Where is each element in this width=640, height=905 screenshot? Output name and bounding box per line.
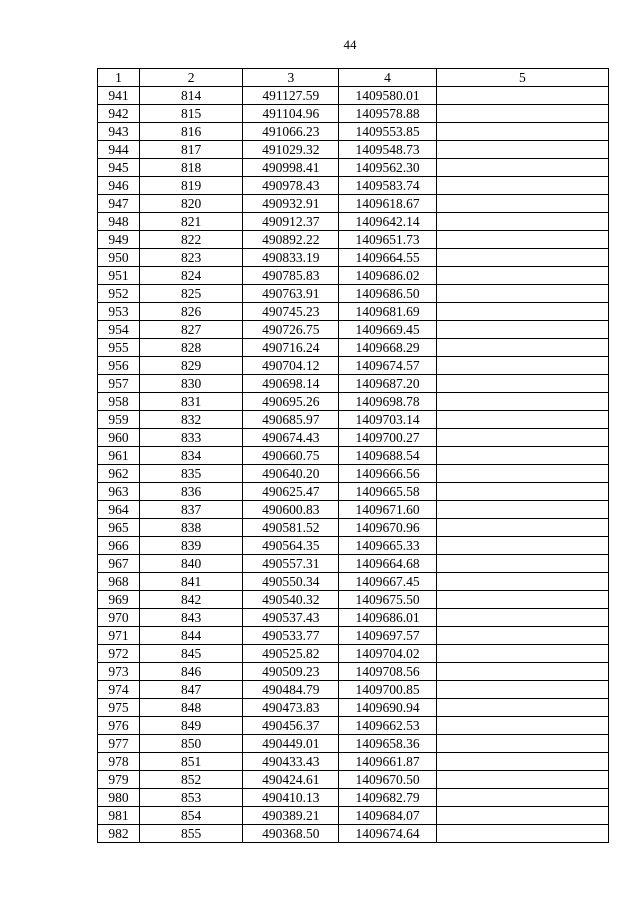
table-cell-col-5 (436, 105, 608, 123)
column-header-4: 4 (339, 69, 436, 87)
table-row (98, 807, 609, 825)
table-cell-col-1: 968 (98, 573, 140, 591)
table-cell-col-3: 490833.19 (243, 249, 339, 267)
table-row (98, 321, 609, 339)
table-cell-col-3: 490449.01 (243, 735, 339, 753)
table-cell-col-1: 981 (98, 807, 140, 825)
table-row (98, 159, 609, 177)
table-cell-col-3: 490625.47 (243, 483, 339, 501)
table-cell-col-4: 1409684.07 (339, 807, 436, 825)
table-cell-col-4: 1409690.94 (339, 699, 436, 717)
column-header-2: 2 (140, 69, 243, 87)
table-cell-col-5 (436, 267, 608, 285)
table-cell-col-3: 490640.20 (243, 465, 339, 483)
table-cell-col-1: 956 (98, 357, 140, 375)
table-cell-col-2: 816 (140, 123, 243, 141)
table-cell-col-5 (436, 123, 608, 141)
table-cell-col-1: 964 (98, 501, 140, 519)
table-cell-col-4: 1409578.88 (339, 105, 436, 123)
table-cell-col-5 (436, 213, 608, 231)
table-cell-col-5 (436, 177, 608, 195)
table-cell-col-5 (436, 231, 608, 249)
table-cell-col-2: 852 (140, 771, 243, 789)
table-cell-col-1: 942 (98, 105, 140, 123)
coordinates-table (97, 68, 609, 843)
table-cell-col-5 (436, 87, 608, 105)
table-cell-col-4: 1409703.14 (339, 411, 436, 429)
table-cell-col-3: 490484.79 (243, 681, 339, 699)
table-row (98, 339, 609, 357)
table-cell-col-1: 950 (98, 249, 140, 267)
table-row (98, 573, 609, 591)
table-cell-col-1: 953 (98, 303, 140, 321)
table-cell-col-1: 941 (98, 87, 140, 105)
table-row (98, 537, 609, 555)
table-cell-col-4: 1409700.85 (339, 681, 436, 699)
table-cell-col-4: 1409671.60 (339, 501, 436, 519)
table-cell-col-2: 821 (140, 213, 243, 231)
table-cell-col-2: 850 (140, 735, 243, 753)
table-cell-col-5 (436, 573, 608, 591)
page-number: 44 (343, 37, 357, 52)
table-cell-col-5 (436, 807, 608, 825)
table-cell-col-3: 490726.75 (243, 321, 339, 339)
table-row (98, 825, 609, 843)
table-cell-col-5 (436, 699, 608, 717)
table-cell-col-1: 971 (98, 627, 140, 645)
column-header-3: 3 (243, 69, 339, 87)
table-cell-col-4: 1409674.64 (339, 825, 436, 843)
table-cell-col-5 (436, 321, 608, 339)
table-cell-col-5 (436, 555, 608, 573)
table-cell-col-2: 841 (140, 573, 243, 591)
table-cell-col-3: 490456.37 (243, 717, 339, 735)
table-cell-col-5 (436, 357, 608, 375)
table-cell-col-2: 833 (140, 429, 243, 447)
table-cell-col-5 (436, 447, 608, 465)
table-cell-col-3: 490912.37 (243, 213, 339, 231)
table-cell-col-5 (436, 717, 608, 735)
table-cell-col-4: 1409618.67 (339, 195, 436, 213)
table-cell-col-3: 490525.82 (243, 645, 339, 663)
table-cell-col-1: 959 (98, 411, 140, 429)
table-cell-col-5 (436, 681, 608, 699)
table-row (98, 717, 609, 735)
table-cell-col-3: 490745.23 (243, 303, 339, 321)
table-cell-col-1: 962 (98, 465, 140, 483)
table-cell-col-3: 491127.59 (243, 87, 339, 105)
table-cell-col-3: 490704.12 (243, 357, 339, 375)
table-cell-col-1: 982 (98, 825, 140, 843)
table-cell-col-4: 1409708.56 (339, 663, 436, 681)
table-cell-col-1: 945 (98, 159, 140, 177)
table-cell-col-2: 838 (140, 519, 243, 537)
table-cell-col-2: 848 (140, 699, 243, 717)
table-cell-col-2: 831 (140, 393, 243, 411)
table-cell-col-4: 1409548.73 (339, 141, 436, 159)
table-cell-col-3: 491104.96 (243, 105, 339, 123)
table-cell-col-4: 1409661.87 (339, 753, 436, 771)
table-cell-col-5 (436, 303, 608, 321)
table-cell-col-4: 1409583.74 (339, 177, 436, 195)
table-cell-col-1: 944 (98, 141, 140, 159)
table-cell-col-4: 1409664.68 (339, 555, 436, 573)
table-cell-col-4: 1409670.96 (339, 519, 436, 537)
table-cell-col-2: 814 (140, 87, 243, 105)
table-cell-col-5 (436, 465, 608, 483)
table-cell-col-3: 491066.23 (243, 123, 339, 141)
table-cell-col-2: 829 (140, 357, 243, 375)
table-cell-col-2: 837 (140, 501, 243, 519)
table-cell-col-2: 835 (140, 465, 243, 483)
table-cell-col-3: 490785.83 (243, 267, 339, 285)
table-row (98, 663, 609, 681)
table-row (98, 105, 609, 123)
table-row (98, 465, 609, 483)
table-cell-col-1: 977 (98, 735, 140, 753)
table-cell-col-1: 966 (98, 537, 140, 555)
table-cell-col-5 (436, 627, 608, 645)
table-cell-col-4: 1409664.55 (339, 249, 436, 267)
table-cell-col-4: 1409704.02 (339, 645, 436, 663)
table-cell-col-4: 1409669.45 (339, 321, 436, 339)
table-cell-col-2: 836 (140, 483, 243, 501)
table-cell-col-4: 1409562.30 (339, 159, 436, 177)
table-cell-col-2: 847 (140, 681, 243, 699)
table-cell-col-4: 1409674.57 (339, 357, 436, 375)
table-cell-col-5 (436, 789, 608, 807)
table-cell-col-3: 490473.83 (243, 699, 339, 717)
table-row (98, 411, 609, 429)
table-cell-col-1: 955 (98, 339, 140, 357)
table-cell-col-5 (436, 339, 608, 357)
table-cell-col-5 (436, 483, 608, 501)
table-cell-col-5 (436, 285, 608, 303)
table-row (98, 285, 609, 303)
table-cell-col-1: 975 (98, 699, 140, 717)
table-row (98, 213, 609, 231)
table-cell-col-3: 490424.61 (243, 771, 339, 789)
table-cell-col-1: 967 (98, 555, 140, 573)
table-cell-col-3: 490564.35 (243, 537, 339, 555)
table-row (98, 501, 609, 519)
table-row (98, 555, 609, 573)
table-row (98, 789, 609, 807)
table-cell-col-5 (436, 393, 608, 411)
table-cell-col-2: 846 (140, 663, 243, 681)
table-row (98, 195, 609, 213)
table-cell-col-4: 1409553.85 (339, 123, 436, 141)
table-cell-col-5 (436, 501, 608, 519)
table-cell-col-3: 490581.52 (243, 519, 339, 537)
column-header-5: 5 (436, 69, 608, 87)
table-cell-col-5 (436, 591, 608, 609)
table-row (98, 87, 609, 105)
table-cell-col-4: 1409697.57 (339, 627, 436, 645)
table-row (98, 429, 609, 447)
table-row (98, 357, 609, 375)
table-cell-col-3: 490660.75 (243, 447, 339, 465)
table-cell-col-2: 845 (140, 645, 243, 663)
table-cell-col-2: 826 (140, 303, 243, 321)
table-cell-col-5 (436, 609, 608, 627)
table-cell-col-1: 976 (98, 717, 140, 735)
table-cell-col-3: 490685.97 (243, 411, 339, 429)
table-cell-col-1: 979 (98, 771, 140, 789)
table-cell-col-1: 974 (98, 681, 140, 699)
table-cell-col-1: 951 (98, 267, 140, 285)
table-cell-col-4: 1409667.45 (339, 573, 436, 591)
table-cell-col-5 (436, 771, 608, 789)
table-row (98, 735, 609, 753)
table-cell-col-1: 958 (98, 393, 140, 411)
table-cell-col-5 (436, 195, 608, 213)
table-cell-col-4: 1409665.33 (339, 537, 436, 555)
table-row (98, 267, 609, 285)
table-cell-col-5 (436, 645, 608, 663)
table-cell-col-5 (436, 411, 608, 429)
table-cell-col-5 (436, 519, 608, 537)
table-cell-col-2: 817 (140, 141, 243, 159)
table-cell-col-5 (436, 537, 608, 555)
table-row (98, 771, 609, 789)
table-cell-col-4: 1409681.69 (339, 303, 436, 321)
table-cell-col-2: 822 (140, 231, 243, 249)
table-row (98, 483, 609, 501)
table-cell-col-5 (436, 429, 608, 447)
table-cell-col-3: 490550.34 (243, 573, 339, 591)
table-cell-col-2: 824 (140, 267, 243, 285)
table-cell-col-1: 960 (98, 429, 140, 447)
table-cell-col-2: 823 (140, 249, 243, 267)
table-cell-col-4: 1409658.36 (339, 735, 436, 753)
table-cell-col-1: 980 (98, 789, 140, 807)
table-cell-col-1: 957 (98, 375, 140, 393)
table-row (98, 249, 609, 267)
table-cell-col-2: 828 (140, 339, 243, 357)
table-cell-col-3: 490932.91 (243, 195, 339, 213)
table-cell-col-1: 954 (98, 321, 140, 339)
table-cell-col-5 (436, 141, 608, 159)
table-cell-col-1: 952 (98, 285, 140, 303)
table-cell-col-3: 490978.43 (243, 177, 339, 195)
table-cell-col-4: 1409700.27 (339, 429, 436, 447)
table-row (98, 231, 609, 249)
table-cell-col-1: 949 (98, 231, 140, 249)
table-body (98, 87, 609, 843)
table-cell-col-3: 490763.91 (243, 285, 339, 303)
table-cell-col-4: 1409686.50 (339, 285, 436, 303)
table-cell-col-3: 490716.24 (243, 339, 339, 357)
table-cell-col-4: 1409666.56 (339, 465, 436, 483)
table-row (98, 591, 609, 609)
table-cell-col-4: 1409668.29 (339, 339, 436, 357)
table-cell-col-2: 819 (140, 177, 243, 195)
table-cell-col-1: 973 (98, 663, 140, 681)
table-cell-col-3: 490433.43 (243, 753, 339, 771)
table-row (98, 375, 609, 393)
table-row (98, 447, 609, 465)
table-cell-col-3: 490509.23 (243, 663, 339, 681)
table-cell-col-2: 818 (140, 159, 243, 177)
table-cell-col-3: 490698.14 (243, 375, 339, 393)
table-cell-col-1: 972 (98, 645, 140, 663)
table-cell-col-5 (436, 249, 608, 267)
table-cell-col-4: 1409688.54 (339, 447, 436, 465)
table-cell-col-4: 1409580.01 (339, 87, 436, 105)
table-cell-col-2: 815 (140, 105, 243, 123)
table-header-row (98, 69, 609, 87)
table-row (98, 609, 609, 627)
table-cell-col-3: 490674.43 (243, 429, 339, 447)
table-cell-col-2: 843 (140, 609, 243, 627)
table-cell-col-1: 970 (98, 609, 140, 627)
table-cell-col-3: 490998.41 (243, 159, 339, 177)
table-cell-col-3: 490537.43 (243, 609, 339, 627)
table-cell-col-1: 978 (98, 753, 140, 771)
table-cell-col-1: 969 (98, 591, 140, 609)
table-cell-col-2: 854 (140, 807, 243, 825)
table-cell-col-2: 832 (140, 411, 243, 429)
table-row (98, 141, 609, 159)
table-cell-col-2: 830 (140, 375, 243, 393)
table-row (98, 699, 609, 717)
table-row (98, 123, 609, 141)
table-cell-col-4: 1409651.73 (339, 231, 436, 249)
table-cell-col-2: 840 (140, 555, 243, 573)
table-row (98, 753, 609, 771)
table-cell-col-1: 943 (98, 123, 140, 141)
table-cell-col-1: 965 (98, 519, 140, 537)
table-cell-col-1: 963 (98, 483, 140, 501)
table-cell-col-4: 1409686.02 (339, 267, 436, 285)
table-cell-col-5 (436, 825, 608, 843)
table-cell-col-2: 851 (140, 753, 243, 771)
table-cell-col-2: 827 (140, 321, 243, 339)
table-cell-col-3: 490410.13 (243, 789, 339, 807)
table-cell-col-2: 844 (140, 627, 243, 645)
table-cell-col-2: 853 (140, 789, 243, 807)
table-row (98, 519, 609, 537)
table-row (98, 681, 609, 699)
table-cell-col-2: 855 (140, 825, 243, 843)
table-cell-col-4: 1409670.50 (339, 771, 436, 789)
table-cell-col-2: 842 (140, 591, 243, 609)
table-cell-col-2: 839 (140, 537, 243, 555)
table-cell-col-3: 490600.83 (243, 501, 339, 519)
table-cell-col-3: 490389.21 (243, 807, 339, 825)
table-cell-col-5 (436, 735, 608, 753)
table-row (98, 177, 609, 195)
table-cell-col-4: 1409662.53 (339, 717, 436, 735)
column-header-1: 1 (98, 69, 140, 87)
table-row (98, 303, 609, 321)
table-cell-col-5 (436, 375, 608, 393)
table-cell-col-5 (436, 663, 608, 681)
table-cell-col-1: 947 (98, 195, 140, 213)
table-cell-col-2: 849 (140, 717, 243, 735)
table-cell-col-4: 1409675.50 (339, 591, 436, 609)
table-row (98, 627, 609, 645)
table-cell-col-3: 491029.32 (243, 141, 339, 159)
table-cell-col-5 (436, 753, 608, 771)
table-cell-col-3: 490695.26 (243, 393, 339, 411)
table-cell-col-4: 1409698.78 (339, 393, 436, 411)
table-cell-col-3: 490557.31 (243, 555, 339, 573)
table-cell-col-3: 490533.77 (243, 627, 339, 645)
table-cell-col-2: 834 (140, 447, 243, 465)
table-cell-col-4: 1409665.58 (339, 483, 436, 501)
table-cell-col-4: 1409682.79 (339, 789, 436, 807)
table-cell-col-1: 948 (98, 213, 140, 231)
table-cell-col-1: 946 (98, 177, 140, 195)
table-cell-col-4: 1409687.20 (339, 375, 436, 393)
table-row (98, 645, 609, 663)
table-cell-col-3: 490540.32 (243, 591, 339, 609)
table-cell-col-3: 490368.50 (243, 825, 339, 843)
table-cell-col-2: 825 (140, 285, 243, 303)
table-cell-col-4: 1409686.01 (339, 609, 436, 627)
table-row (98, 393, 609, 411)
table-cell-col-2: 820 (140, 195, 243, 213)
table-cell-col-4: 1409642.14 (339, 213, 436, 231)
table-cell-col-5 (436, 159, 608, 177)
table-cell-col-3: 490892.22 (243, 231, 339, 249)
table-cell-col-1: 961 (98, 447, 140, 465)
